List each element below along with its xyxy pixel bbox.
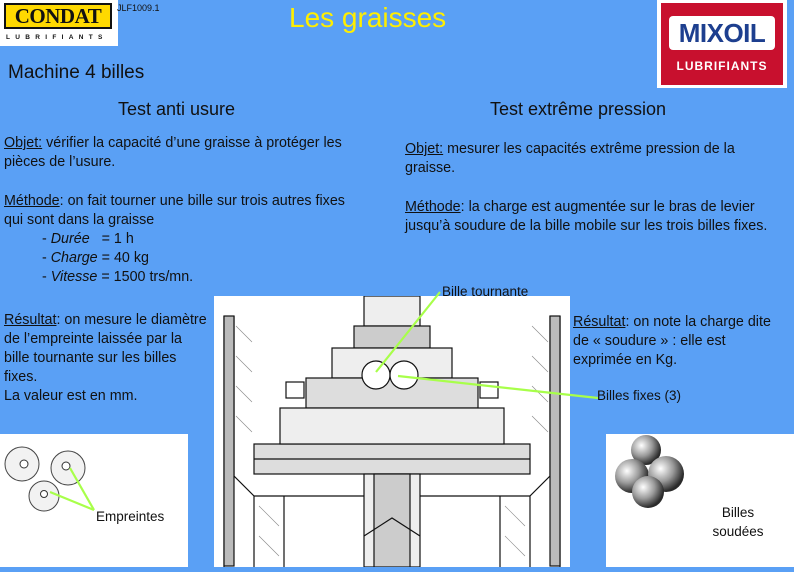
mixoil-logo-sub: LUBRIFIANTS	[676, 59, 768, 73]
document-code: JLF1009.1	[117, 3, 160, 13]
right-methode-label: Méthode	[405, 199, 461, 215]
empreintes-callout-line-1	[50, 492, 94, 510]
charge-label: Charge	[50, 250, 98, 266]
charge-line: - Charge = 40 kg	[42, 250, 149, 266]
bille-tournante-callout-line	[376, 292, 440, 372]
left-resultat-label: Résultat	[4, 312, 57, 328]
billes-soudees-label-line-2: soudées	[712, 524, 764, 539]
billes-fixes-label: Billes fixes (3)	[597, 388, 682, 403]
condat-logo-sub: LUBRIFIANTS	[6, 34, 108, 41]
page-title: Les graisses	[289, 2, 447, 33]
right-objet-text: mesurer les capacités extrême pression de la graisse.	[405, 141, 735, 176]
left-resultat-text: : on mesure le diamètre de l’empreinte laissée par la bille tournante sur les billes fixes.	[4, 312, 207, 385]
duree-line: - Durée = 1 h	[42, 231, 134, 247]
billes-soudees-label-line-1: Billes	[721, 505, 755, 520]
left-objet-label: Objet:	[4, 135, 43, 151]
section-title: Machine 4 billes	[8, 62, 145, 83]
left-column-heading: Test anti usure	[118, 99, 236, 119]
vitesse-line: - Vitesse = 1500 trs/mn.	[42, 269, 194, 285]
right-methode-text: : la charge est augmentée sur le bras de levier jusqu’à soudure de la bille mobile sur les trois billes fixes.	[405, 199, 768, 234]
mixoil-logo-word: MIXOIL	[669, 16, 775, 50]
left-resultat-unit: La valeur est en mm.	[4, 388, 138, 404]
duree-label: Durée	[50, 231, 90, 247]
right-objet-label: Objet:	[405, 141, 444, 157]
left-methode-text: : on fait tourner une bille sur trois autres fixes qui sont dans la graisse	[4, 193, 345, 228]
vitesse-label: Vitesse	[50, 269, 98, 285]
empreintes-label: Empreintes	[96, 509, 165, 524]
condat-logo-word: CONDAT	[4, 3, 112, 29]
right-resultat-label: Résultat	[573, 314, 626, 330]
duree-value: = 1 h	[101, 231, 134, 247]
vitesse-value: = 1500 trs/mn.	[101, 269, 194, 285]
left-objet-text: vérifier la capacité d’une graisse à protéger les pièces de l’usure.	[4, 135, 342, 170]
billes-fixes-callout-line	[398, 376, 598, 398]
bille-tournante-label: Bille tournante	[442, 284, 529, 299]
charge-value: = 40 kg	[101, 250, 149, 266]
right-resultat-text: : on note la charge dite de « soudure » : elle est exprimée en Kg.	[573, 314, 771, 368]
right-column-heading: Test extrême pression	[490, 99, 667, 119]
empreintes-callout-line-2	[70, 468, 94, 510]
left-methode-label: Méthode	[4, 193, 60, 209]
